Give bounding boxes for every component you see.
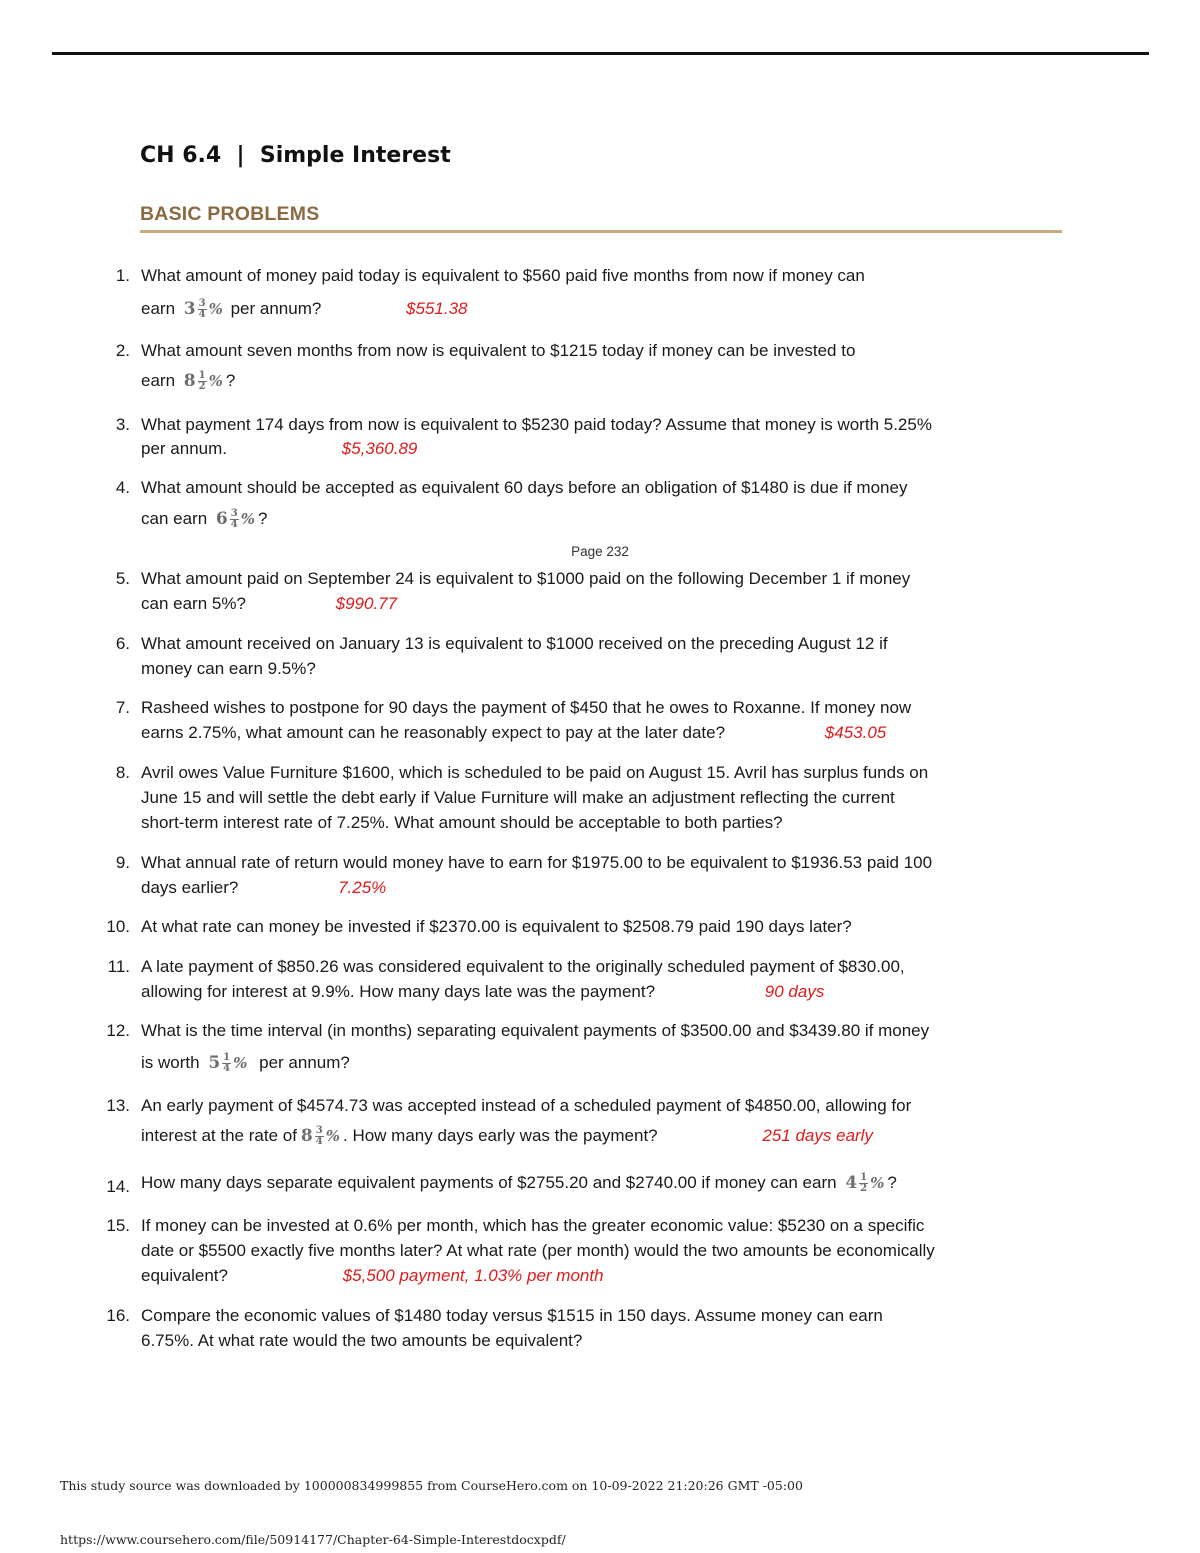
problem-text: is worth <box>141 1053 200 1072</box>
problem-text: earn <box>141 299 176 318</box>
answer: $551.38 <box>406 299 468 318</box>
source-url-link[interactable]: https://www.coursehero.com/file/50914177/Chapter-64-Simple-Interestdocxpdf/ <box>60 1532 566 1547</box>
problem-text-line <box>141 1050 350 1076</box>
problem-text: per annum. <box>141 439 227 458</box>
problem-text-line <box>141 368 235 394</box>
download-source-note: This study source was downloaded by 100000834999855 from CourseHero.com on 10-09-2022 21:20:26 GMT -05:00 <box>60 1478 803 1493</box>
problem-text: At what rate can money be invested if $2370.00 is equivalent to $2508.79 paid 190 days later? <box>141 917 852 936</box>
problem-number: 12. <box>106 1021 130 1040</box>
problem-text: can earn <box>141 509 208 528</box>
problem-number: 1. <box>115 266 130 285</box>
problem-text: What amount paid on September 24 is equivalent to $1000 paid on the following December 1 if money <box>141 569 911 588</box>
problem-text-line <box>141 506 267 532</box>
problem-text-line <box>141 1123 873 1149</box>
problem-text: Compare the economic values of $1480 today versus $1515 in 150 days. Assume money can earn <box>141 1306 883 1325</box>
problem-text: allowing for interest at 9.9%. How many days late was the payment? <box>141 982 656 1001</box>
problem-text: money can earn 9.5%? <box>141 659 316 678</box>
problem-text: per annum? <box>259 1053 350 1072</box>
problem-number: 10. <box>106 917 130 936</box>
mixed-fraction: 8 $\frac{1}{2}$ % <box>183 370 223 393</box>
problem-text: How many days separate equivalent payments of $2755.20 and $2740.00 if money can earn <box>141 1173 837 1192</box>
problem-text-line <box>141 875 386 900</box>
problem-number: 9. <box>115 853 130 872</box>
problem-number: 6. <box>115 634 130 653</box>
problem-text-line <box>141 720 886 745</box>
answer: $453.05 <box>824 723 887 742</box>
problem-number: 3. <box>115 415 130 434</box>
answer: $5,500 payment, 1.03% per month <box>342 1266 604 1285</box>
problem-text: 6.75%. At what rate would the two amounts be equivalent? <box>141 1331 583 1350</box>
problem-text: ? <box>887 1173 897 1192</box>
problem-text: . How many days early was the payment? <box>343 1126 658 1145</box>
problem-text: What amount received on January 13 is equivalent to $1000 received on the preceding August 12 if <box>141 634 888 653</box>
mixed-fraction: 5 $\frac{1}{4}$ % <box>208 1052 248 1075</box>
problem-number: 4. <box>115 478 130 497</box>
problem-text: interest at the rate of <box>141 1126 297 1145</box>
problem-text-line <box>141 979 824 1004</box>
page-number-label: Page 232 <box>571 544 629 559</box>
problem-number: 13. <box>106 1096 130 1115</box>
problem-text: equivalent? <box>141 1266 228 1285</box>
problem-text: An early payment of $4574.73 was accepted instead of a scheduled payment of $4850.00, allowing for <box>141 1096 912 1115</box>
problem-text: date or $5500 exactly five months later? At what rate (per month) would the two amounts be economically <box>141 1241 935 1260</box>
problem-number: 11. <box>107 957 130 976</box>
problem-text: ? <box>225 371 236 390</box>
mixed-fraction: 3 $\frac{3}{4}$ % <box>183 298 223 321</box>
problem-text: Avril owes Value Furniture $1600, which is scheduled to be paid on August 15. Avril has surplus funds on <box>141 763 929 782</box>
problem-text: Rasheed wishes to postpone for 90 days the payment of $450 that he owes to Roxanne. If money now <box>141 698 912 717</box>
answer: $990.77 <box>335 594 398 613</box>
problem-text: What annual rate of return would money have to earn for $1975.00 to be equivalent to $1936.53 paid 100 <box>141 853 933 872</box>
problem-text: What amount should be accepted as equivalent 60 days before an obligation of $1480 is due if money <box>141 478 908 497</box>
problem-text-line <box>141 296 468 322</box>
problem-text-line <box>141 591 397 616</box>
problem-text: per annum? <box>230 299 322 318</box>
problem-number: 2. <box>115 341 130 360</box>
problem-text-line <box>141 1263 604 1288</box>
mixed-fraction: 8 $\frac{3}{4}$ % <box>300 1125 340 1148</box>
problem-number: 14. <box>106 1177 130 1196</box>
problem-number: 5. <box>115 569 130 588</box>
mixed-fraction: 6 $\frac{3}{4}$ % <box>215 508 255 531</box>
problem-text: What amount of money paid today is equivalent to $560 paid five months from now if money can <box>141 266 865 285</box>
problem-text: earns 2.75%, what amount can he reasonably expect to pay at the later date? <box>141 723 726 742</box>
section-heading: BASIC PROBLEMS <box>140 203 320 225</box>
problem-text-line <box>141 436 417 461</box>
answer: 7.25% <box>338 878 387 897</box>
section-divider <box>140 230 1062 233</box>
problem-text: June 15 and will settle the debt early if Value Furniture will make an adjustment reflecting the current <box>141 788 895 807</box>
problem-number: 7. <box>115 698 130 717</box>
answer: $5,360.89 <box>341 439 418 458</box>
page-title: CH 6.4 | Simple Interest <box>140 143 451 168</box>
problem-text: earn <box>141 371 176 390</box>
problem-text: What payment 174 days from now is equivalent to $5230 paid today? Assume that money is worth 5.25% <box>141 415 932 434</box>
problem-text: If money can be invested at 0.6% per month, which has the greater economic value: $5230 on a specific <box>141 1216 925 1235</box>
problem-number: 8. <box>115 763 130 782</box>
problem-text: What amount seven months from now is equivalent to $1215 today if money can be invested to <box>141 341 856 360</box>
top-rule <box>52 52 1149 55</box>
problem-number: 15. <box>106 1216 130 1235</box>
problem-text: short-term interest rate of 7.25%. What amount should be acceptable to both parties? <box>141 813 783 832</box>
problem-text: A late payment of $850.26 was considered equivalent to the originally scheduled payment of $830.00, <box>141 957 905 976</box>
answer: 251 days early <box>762 1126 873 1145</box>
problem-text: ? <box>257 509 268 528</box>
problem-text: days earlier? <box>141 878 239 897</box>
problem-text: can earn 5%? <box>141 594 246 613</box>
answer: 90 days <box>764 982 825 1001</box>
problem-number: 16. <box>106 1306 130 1325</box>
problem-text-line <box>141 1170 897 1196</box>
problem-text: What is the time interval (in months) separating equivalent payments of $3500.00 and $3439.80 if money <box>141 1021 930 1040</box>
mixed-fraction: 4 $\frac{1}{2}$ % <box>845 1172 885 1195</box>
